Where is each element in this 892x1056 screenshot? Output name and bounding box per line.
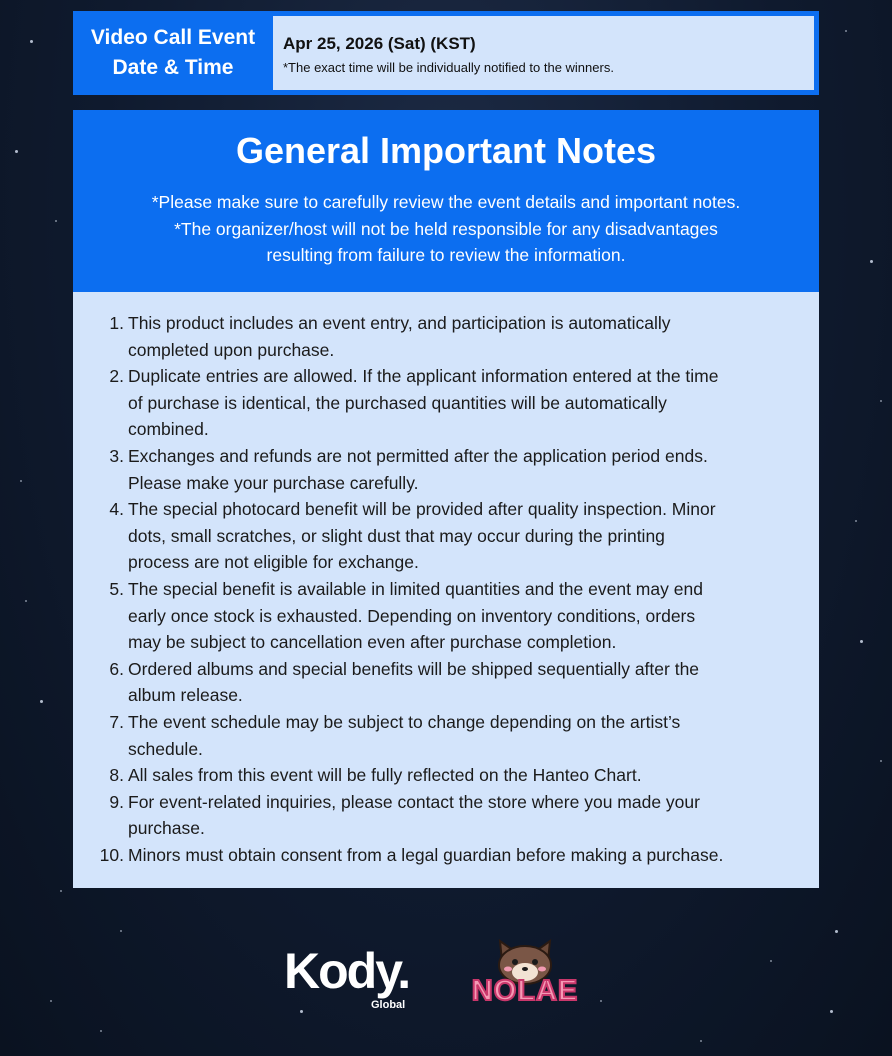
note-item-text-line: early once stock is exhausted. Depending on inventory conditions, orders (128, 605, 696, 626)
event-datetime-value (273, 16, 814, 90)
kody-global-logo (284, 943, 444, 1013)
note-item (73, 310, 789, 363)
star-dot (870, 260, 873, 263)
note-item (73, 443, 789, 496)
star-dot (30, 40, 33, 43)
note-item-number: 2. (109, 366, 124, 387)
note-item-text-line: The special benefit is available in limited quantities and the event may end (128, 578, 703, 599)
notes-subtitle-line: *Please make sure to carefully review the event details and important notes. (151, 192, 741, 212)
note-item (73, 656, 789, 709)
note-item (73, 576, 789, 656)
note-item-text-line: purchase. (128, 818, 205, 839)
note-item-number: 3. (109, 445, 124, 466)
event-datetime-label (73, 11, 273, 95)
event-date: Apr 25, 2026 (Sat) (KST) (283, 34, 476, 53)
notes-subtitle-line: *The organizer/host will not be held responsible for any disadvantages (174, 218, 718, 239)
star-dot (880, 760, 882, 762)
event-datetime-label-line2: Date & Time (112, 56, 234, 79)
note-item (73, 363, 789, 443)
star-dot (100, 1030, 102, 1032)
note-item-number: 8. (109, 765, 124, 786)
note-item-text-line: Duplicate entries are allowed. If the applicant information entered at the time (128, 366, 719, 387)
note-item-text-line: Minors must obtain consent from a legal guardian before making a purchase. (128, 844, 724, 865)
note-item-text-line: This product includes an event entry, and participation is automatically (128, 313, 671, 333)
note-item (73, 496, 789, 576)
note-item-text-line: schedule. (128, 738, 203, 759)
notes-subtitle-line: resulting from failure to review the information. (266, 245, 626, 265)
kody-logo-wordmark: Kody. (284, 943, 410, 999)
notes-subtitle (73, 189, 819, 269)
star-dot (25, 600, 27, 602)
note-item (73, 762, 789, 789)
notes-title: General Important Notes (235, 130, 657, 171)
note-item-text-line: Exchanges and refunds are not permitted after the application period ends. (128, 445, 708, 466)
star-dot (60, 890, 62, 892)
event-datetime-label-line1: Video Call Event (90, 26, 256, 49)
star-dot (835, 930, 838, 933)
note-item-number: 9. (109, 791, 124, 812)
star-dot (860, 640, 863, 643)
note-item-number: 6. (109, 658, 124, 679)
star-dot (40, 700, 43, 703)
star-dot (120, 930, 122, 932)
nolae-logo (462, 939, 588, 1013)
nolae-logo-wordmark: NOLAE (471, 975, 579, 1007)
note-item-number: 4. (109, 499, 124, 520)
note-item-text-line: may be subject to cancellation even after purchase completion. (128, 632, 617, 653)
note-item-text-line: dots, small scratches, or slight dust that may occur during the printing (128, 525, 665, 546)
star-dot (880, 400, 882, 402)
star-dot (855, 520, 857, 522)
notes-body (73, 292, 819, 888)
note-item-text-line: completed upon purchase. (128, 339, 335, 360)
note-item-number: 1. (109, 313, 124, 333)
star-dot (700, 1040, 702, 1042)
note-item-text-line: For event-related inquiries, please contact the store where you made your (128, 791, 700, 812)
note-item-text-line: Ordered albums and special benefits will be shipped sequentially after the (128, 658, 700, 679)
note-item-text-line: combined. (128, 419, 209, 440)
note-item-text-line: album release. (128, 685, 243, 706)
note-item-number: 5. (109, 578, 124, 599)
footer-logos (0, 935, 892, 1015)
note-item-text-line: The special photocard benefit will be provided after quality inspection. Minor (128, 499, 716, 520)
star-dot (845, 30, 847, 32)
notes-list (73, 310, 789, 868)
event-datetime-panel (73, 11, 819, 95)
note-item (73, 789, 789, 842)
star-dot (15, 150, 18, 153)
note-item-number: 10. (99, 844, 124, 865)
event-time-note: *The exact time will be individually notified to the winners. (283, 60, 614, 75)
kody-logo-subtext: Global (371, 999, 406, 1011)
note-item-text-line: of purchase is identical, the purchased quantities will be automatically (128, 392, 667, 413)
note-item-text-line: The event schedule may be subject to change depending on the artist’s (128, 711, 681, 732)
notes-header (73, 110, 819, 292)
note-item-number: 7. (109, 711, 124, 732)
note-item (73, 709, 789, 762)
star-dot (55, 220, 57, 222)
note-item-text-line: process are not eligible for exchange. (128, 552, 419, 573)
note-item-text-line: Please make your purchase carefully. (128, 472, 419, 493)
note-item-text-line: All sales from this event will be fully reflected on the Hanteo Chart. (128, 765, 642, 786)
note-item (73, 842, 789, 869)
star-dot (20, 480, 22, 482)
